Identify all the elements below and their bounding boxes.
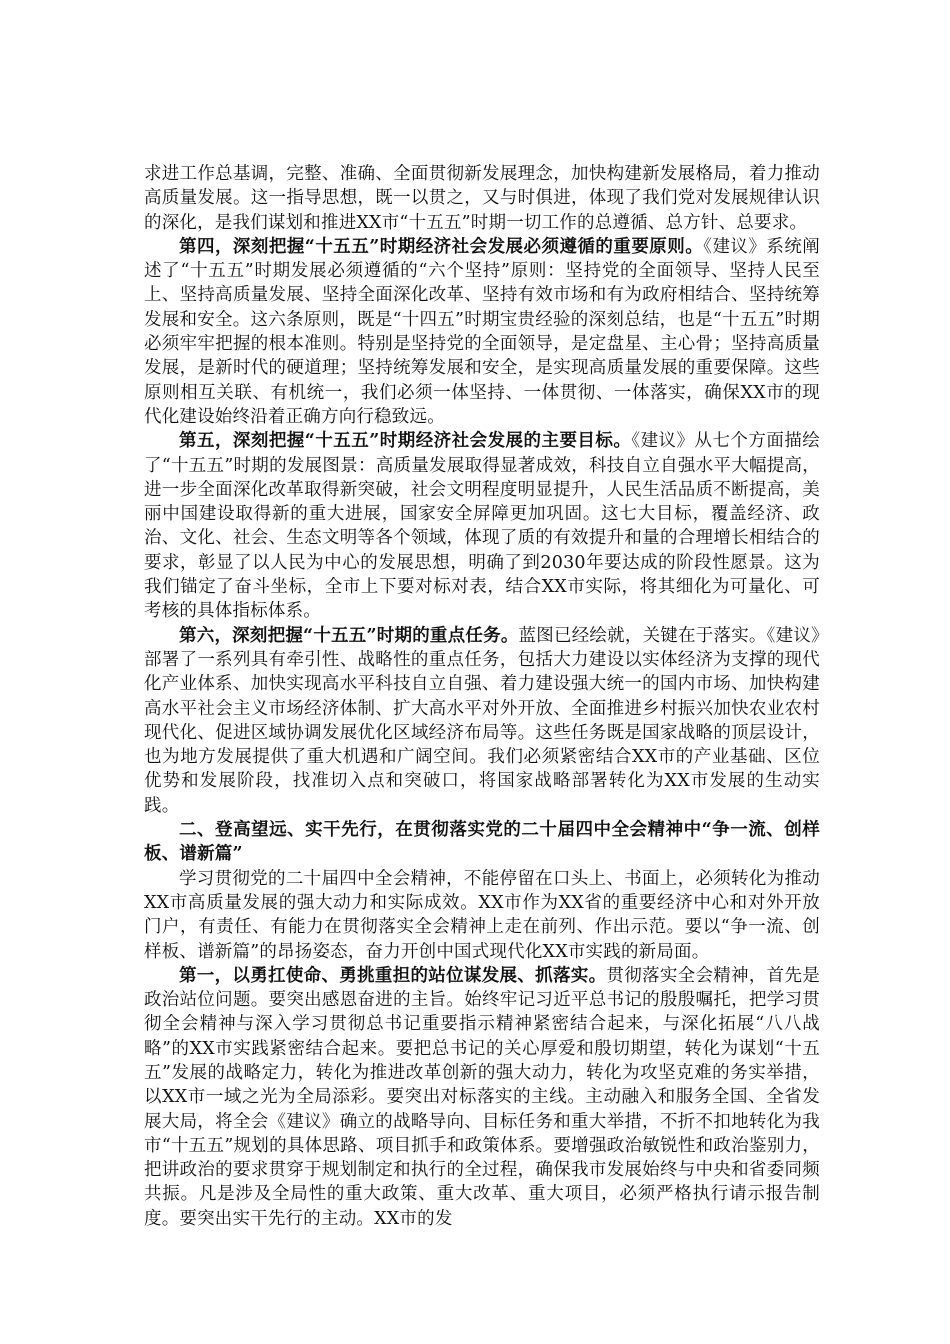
paragraph-fourth-principles xyxy=(144,235,820,429)
paragraph-first-mission xyxy=(144,964,820,1231)
paragraph-text: 学习贯彻党的二十届四中全会精神，不能停留在口头上、书面上，必须转化为推动XX市高质量发展的强大动力和实际成效。XX市作为XX省的重要经济中心和对外开放门户，有责任、有能力在贯彻落实全会精神上走在前列、作出示范。要以“争一流、创样板、谱新篇”的昂扬姿态，奋力开创中国式现代化XX市实践的新局面。 xyxy=(144,868,820,962)
paragraph-continuation xyxy=(144,162,820,235)
paragraph-fifth-goals xyxy=(144,429,820,623)
paragraph-text: 《建议》系统阐述了“十五五”时期发展必须遵循的“六个坚持”原则：坚持党的全面领导、坚持人民至上、坚持高质量发展、坚持全面深化改革、坚持有效市场和有为政府相结合、坚持统筹发展和安全。这六条原则，既是“十四五”时期宝贵经验的深刻总结，也是“十五五”时期必须牢牢把握的根本准则。特别是坚持党的全面领导，是定盘星、主心骨；坚持高质量发展，是新时代的硬道理；坚持统筹发展和安全，是实现高质量发展的重要保障。这些原则相互关联、有机统一，我们必须一体坚持、一体贯彻、一体落实，确保XX市的现代化建设始终沿着正确方向行稳致远。 xyxy=(144,236,820,427)
paragraph-sixth-tasks xyxy=(144,624,820,818)
document-body xyxy=(144,162,820,1231)
paragraph-text: 《建议》从七个方面描绘了“十五五”时期的发展图景：高质量发展取得显著成效，科技自立自强水平大幅提高，进一步全面深化改革取得新突破，社会文明程度明显提升，人民生活品质不断提高，美丽中国建设取得新的重大进展，国家安全屏障更加巩固。这七大目标，覆盖经济、政治、文化、社会、生态文明等各个领域，体现了质的有效提升和量的合理增长相结合的要求，彰显了以人民为中心的发展思想，明确了到2030年要达成的阶段性愿景。这为我们锚定了奋斗坐标，全市上下要对标对表，结合XX市实际，将其细化为可量化、可考核的具体指标体系。 xyxy=(144,431,820,622)
section-heading-text: 二、登高望远、实干先行，在贯彻落实党的二十届四中全会精神中“争一流、创样板、谱新篇” xyxy=(144,820,820,865)
section-heading-two xyxy=(144,818,820,867)
paragraph-text: 蓝图已经绘就，关键在于落实。《建议》部署了一系列具有牵引性、战略性的重点任务，包括大力建设以实体经济为支撑的现代化产业体系、加快实现高水平科技自立自强、着力建设强大统一的国内市场、加快构建高水平社会主义市场经济体制、扩大高水平对外开放、全面推进乡村振兴加快农业农村现代化、促进区域协调发展优化区域经济布局等。这些任务既是国家战略的顶层设计，也为地方发展提供了重大机遇和广阔空间。我们必须紧密结合XX市的产业基础、区位优势和发展阶段，找准切入点和突破口，将国家战略部署转化为XX市发展的生动实践。 xyxy=(144,625,820,816)
paragraph-text: 贯彻落实全会精神，首先是政治站位问题。要突出感恩奋进的主旨。始终牢记习近平总书记的殷殷嘱托，把学习贯彻全会精神与深入学习贯彻总书记重要指示精神紧密结合起来，与深化拓展“八八战略”的XX市实践紧密结合起来。要把总书记的关心厚爱和殷切期望，转化为谋划“十五五”发展的战略定力，转化为推进改革创新的强大动力，转化为攻坚克难的务实举措，以XX市一域之光为全局添彩。要突出对标落实的主线。主动融入和服务全国、全省发展大局，将全会《建议》确立的战略导向、目标任务和重大举措，不折不扣地转化为我市“十五五”规划的具体思路、项目抓手和政策体系。要增强政治敏锐性和政治鉴别力，把讲政治的要求贯穿于规划制定和执行的全过程，确保我市发展始终与中央和省委同频共振。凡是涉及全局性的重大政策、重大改革、重大项目，必须严格执行请示报告制度。要突出实干先行的主动。XX市的发 xyxy=(144,965,820,1229)
paragraph-section-intro xyxy=(144,867,820,964)
paragraph-lead: 第五，深刻把握“十五五”时期经济社会发展的主要目标。 xyxy=(179,431,632,452)
paragraph-lead: 第四，深刻把握“十五五”时期经济社会发展必须遵循的重要原则。 xyxy=(179,236,704,257)
paragraph-lead: 第六，深刻把握“十五五”时期的重点任务。 xyxy=(179,625,519,646)
paragraph-lead: 第一，以勇扛使命、勇挑重担的站位谋发展、抓落实。 xyxy=(179,965,607,986)
paragraph-text: 求进工作总基调，完整、准确、全面贯彻新发展理念，加快构建新发展格局，着力推动高质量发展。这一指导思想，既一以贯之，又与时俱进，体现了我们党对发展规律认识的深化，是我们谋划和推进XX市“十五五”时期一切工作的总遵循、总方针、总要求。 xyxy=(144,164,820,233)
